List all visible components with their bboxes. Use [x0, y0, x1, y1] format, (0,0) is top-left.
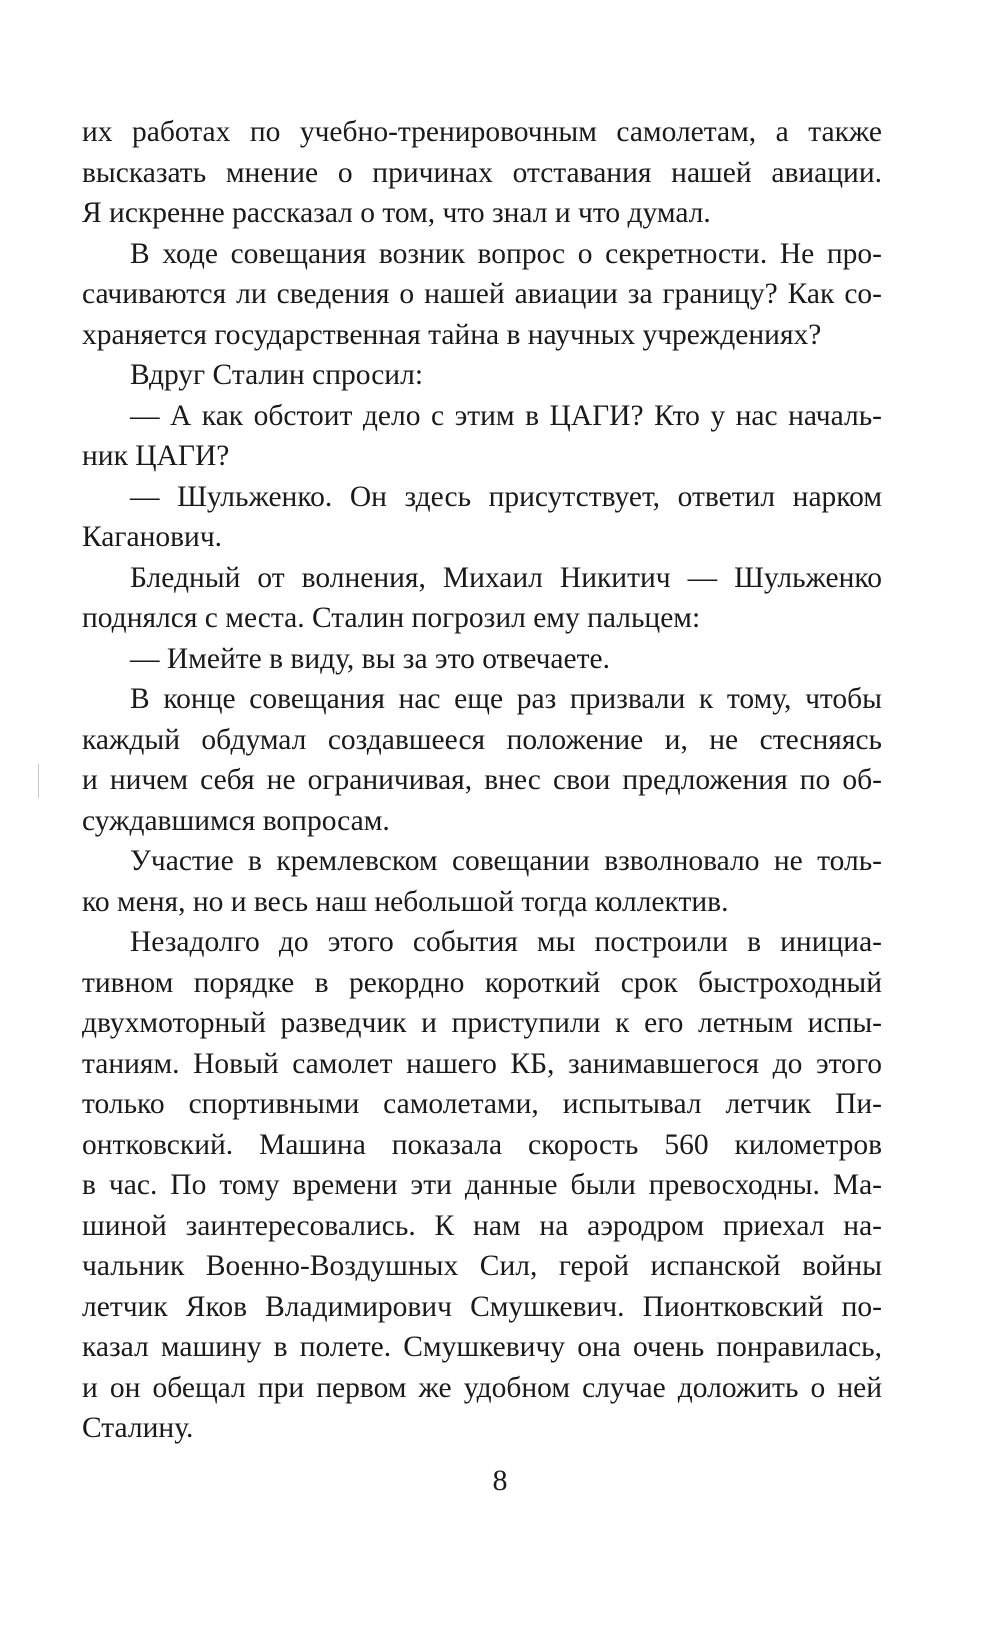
text-line: и он обещал при первом же удобном случае доложить о ней — [82, 1371, 882, 1404]
text-line: чальник Военно-Воздушных Сил, герой испанской войны — [82, 1250, 882, 1282]
text-line: ник ЦАГИ? — [82, 440, 230, 472]
text-line: высказать мнение о причинах отставания нашей авиации. — [82, 156, 882, 189]
body-text — [82, 112, 882, 1449]
text-line: поднялся с места. Сталин погрозил ему пальцем: — [82, 602, 701, 634]
text-line: ко меня, но и весь наш небольшой тогда коллектив. — [82, 885, 729, 918]
text-line: В ходе совещания возник вопрос о секретности. Не про- — [130, 237, 882, 270]
text-line: только спортивными самолетами, испытывал летчик Пи- — [82, 1088, 882, 1120]
text-line: их работах по учебно-тренировочным самолетам, а также — [82, 116, 882, 148]
text-line: двухмоторный разведчик и приступили к его летным испы- — [82, 1007, 882, 1039]
text-line: тивном порядке в рекордно короткий срок быстроходный — [82, 966, 882, 999]
page-number: 8 — [492, 1464, 508, 1497]
text-line: шиной заинтересовались. К нам на аэродром приехал на- — [82, 1209, 882, 1242]
text-line: — А как обстоит дело с этим в ЦАГИ? Кто у нас началь- — [130, 399, 882, 432]
text-line: В конце совещания нас еще раз призвали к тому, чтобы — [130, 683, 882, 715]
text-line: Незадолго до этого события мы построили в инициа- — [130, 926, 882, 958]
text-line: храняется государственная тайна в научных учреждениях? — [82, 318, 822, 351]
text-line: онтковский. Машина показала скорость 560 километров — [82, 1128, 882, 1161]
text-line: — Имейте в виду, вы за это отвечаете. — [130, 642, 610, 675]
text-line: суждавшимся вопросам. — [82, 804, 390, 837]
text-line: — Шульженко. Он здесь присутствует, ответил нарком — [130, 480, 882, 513]
text-line: Участие в кремлевском совещании взволновало не толь- — [130, 845, 882, 877]
text-line: и ничем себя не ограничивая, внес свои предложения по об- — [82, 764, 882, 796]
text-line: Бледный от волнения, Михаил Никитич — Шульженко — [130, 561, 882, 594]
text-line: Каганович. — [82, 521, 223, 553]
text-line: каждый обдумал создавшееся положение и, не стесняясь — [82, 723, 882, 756]
text-line: сачиваются ли сведения о нашей авиации за границу? Как со- — [82, 278, 882, 310]
text-line: Вдруг Сталин спросил: — [130, 359, 424, 391]
text-line: таниям. Новый самолет нашего КБ, занимавшегося до этого — [82, 1047, 882, 1080]
text-line: Сталину. — [82, 1412, 194, 1444]
text-line: летчик Яков Владимирович Смушкевич. Пионтковский по- — [82, 1290, 882, 1323]
text-line: в час. По тому времени эти данные были превосходны. Ма- — [82, 1169, 882, 1201]
text-line: казал машину в полете. Смушкевичу она очень понравилась, — [82, 1331, 882, 1363]
margin-mark — [38, 764, 39, 798]
text-line: Я искренне рассказал о том, что знал и что думал. — [82, 197, 711, 229]
